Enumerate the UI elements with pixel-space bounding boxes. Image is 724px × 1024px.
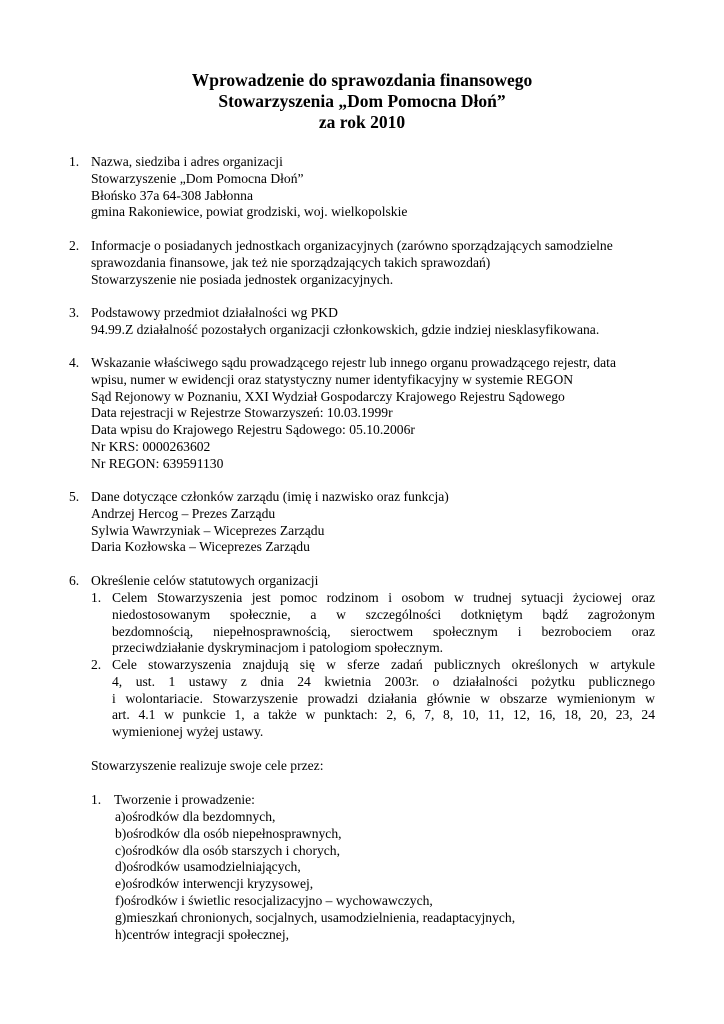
section-line: 94.99.Z działalność pozostałych organizacji członkowskich, gdzie indziej niesklasyfikowana.	[91, 321, 600, 337]
section-number: 2.	[69, 238, 80, 253]
section-line: Andrzej Hercog – Prezes Zarządu	[91, 505, 276, 521]
section-line: Nr REGON: 639591130	[91, 455, 224, 471]
goal-line: wymienionej wyżej ustawy.	[112, 724, 264, 740]
section-number: 1.	[69, 154, 80, 169]
section-heading: Określenie celów statutowych organizacji	[91, 573, 319, 588]
section-heading: Dane dotyczące członków zarządu (imię i nazwisko oraz funkcja)	[91, 489, 449, 504]
section-line: Stowarzyszenie nie posiada jednostek organizacyjnych.	[91, 271, 394, 287]
goal-number: 2.	[91, 657, 102, 672]
section-heading: Podstawowy przedmiot działalności wg PKD	[91, 305, 338, 320]
section-line: Daria Kozłowska – Wiceprezes Zarządu	[91, 539, 310, 555]
goal-line: 4, ust. 1 ustawy z dnia 24 kwietnia 2003r. o działalności pożytku publicznego	[112, 673, 655, 689]
realizuje-paragraph: Stowarzyszenie realizuje swoje cele przez:	[91, 758, 324, 773]
list-item: a)ośrodków dla bezdomnych,	[115, 809, 276, 824]
list-item: h)centrów integracji społecznej,	[115, 926, 289, 942]
section-number: 3.	[69, 305, 80, 320]
section-line: Data wpisu do Krajowego Rejestru Sądowego: 05.10.2006r	[91, 422, 415, 438]
goal-line: przeciwdziałanie dyskryminacjom i patologiom społecznym.	[112, 640, 444, 656]
title-line-1: Wprowadzenie do sprawozdania finansowego	[191, 70, 533, 90]
goal-line: Cele stowarzyszenia znajdują się w sferze zadań publicznych określonych w artykule	[112, 657, 655, 672]
goal-line: art. 4.1 w punkcie 1, a także w punktach: 2, 6, 7, 8, 10, 11, 12, 16, 18, 20, 23, 24	[112, 707, 655, 723]
goal-number: 1.	[91, 590, 102, 605]
section-line: wpisu, numer w ewidencji oraz statystyczny numer identyfikacyjny w systemie REGON	[91, 371, 574, 387]
goal-line: i wolontariacie. Stowarzyszenie prowadzi działania głównie w obszarze wymienionym w	[112, 690, 655, 706]
means-heading: Tworzenie i prowadzenie:	[114, 792, 255, 807]
list-item: g)mieszkań chronionych, socjalnych, usamodzielnienia, readaptacyjnych,	[115, 909, 516, 925]
section-number: 6.	[69, 573, 80, 588]
goal-line: bezdomnością, niepełnosprawnością, sieroctwem społecznym i bezrobociem oraz	[112, 623, 655, 639]
title-line-2: Stowarzyszenia „Dom Pomocna Dłoń”	[218, 91, 506, 111]
section-heading: Wskazanie właściwego sądu prowadzącego rejestr lub innego organu prowadzącego rejestr, data	[91, 355, 616, 370]
section-line: Nr KRS: 0000263602	[91, 438, 211, 454]
section-number: 4.	[69, 355, 80, 370]
section-line: sprawozdania finansowe, jak też nie sporządzających takich sprawozdań)	[91, 254, 491, 270]
title-line-3: za rok 2010	[318, 112, 406, 132]
section-line: Data rejestracji w Rejestrze Stowarzyszeń: 10.03.1999r	[91, 405, 393, 421]
section-line: Stowarzyszenie „Dom Pomocna Dłoń”	[91, 170, 304, 186]
goal-line: Celem Stowarzyszenia jest pomoc rodzinom i osobom w trudnej sytuacji życiowej oraz	[112, 590, 655, 605]
section-heading: Informacje o posiadanych jednostkach organizacyjnych (zarówno sporządzających samodzielne	[91, 238, 613, 253]
list-item: e)ośrodków interwencji kryzysowej,	[115, 876, 314, 892]
means-number: 1.	[91, 792, 102, 807]
section-line: Sylwia Wawrzyniak – Wiceprezes Zarządu	[91, 522, 325, 538]
list-item: b)ośrodków dla osób niepełnosprawnych,	[115, 825, 342, 841]
section-number: 5.	[69, 489, 80, 504]
section-heading: Nazwa, siedziba i adres organizacji	[91, 154, 283, 169]
section-line: Sąd Rejonowy w Poznaniu, XXI Wydział Gospodarczy Krajowego Rejestru Sądowego	[91, 388, 565, 404]
section-line: gmina Rakoniewice, powiat grodziski, woj. wielkopolskie	[91, 204, 408, 220]
list-item: d)ośrodków usamodzielniających,	[115, 859, 301, 875]
list-item: c)ośrodków dla osób starszych i chorych,	[115, 842, 340, 858]
list-item: f)ośrodków i świetlic resocjalizacyjno – wychowawczych,	[115, 892, 433, 908]
section-line: Błońsko 37a 64-308 Jabłonna	[91, 187, 253, 203]
goal-line: niedostosowanym społecznie, a w szczególności dotkniętym bądź zagrożonym	[112, 606, 655, 622]
means-items	[115, 809, 515, 943]
document-title	[0, 70, 724, 133]
